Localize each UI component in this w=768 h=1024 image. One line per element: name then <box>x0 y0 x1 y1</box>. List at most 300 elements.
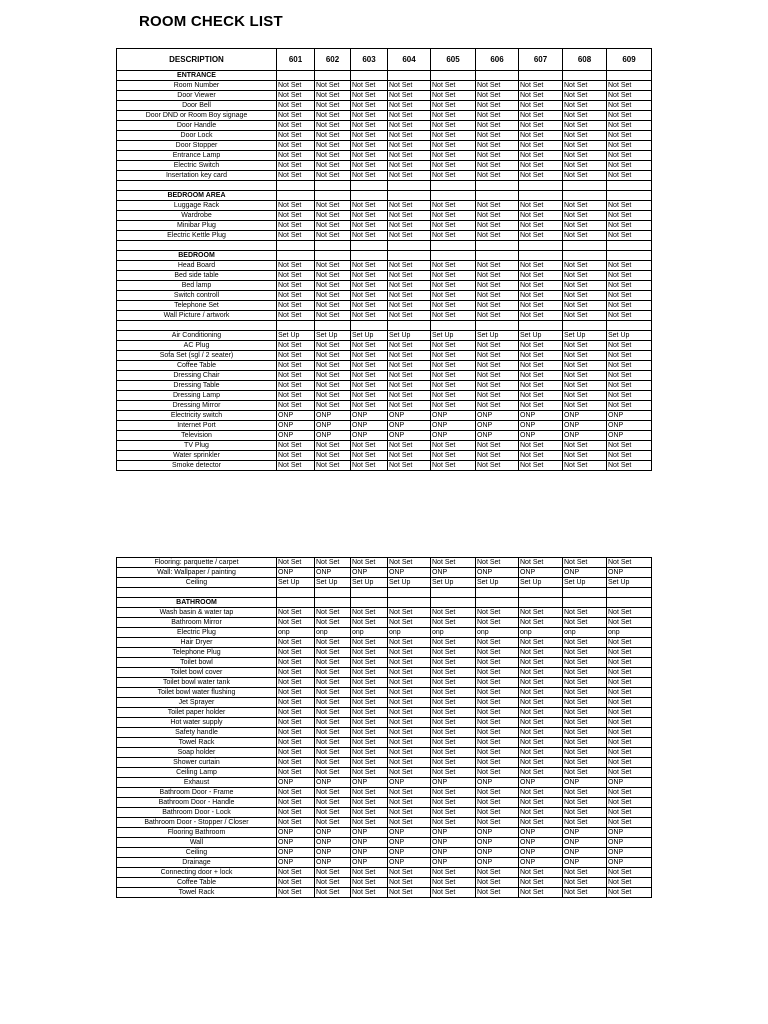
status-cell: Not Set <box>277 558 315 568</box>
table-row <box>117 738 652 748</box>
status-cell: ONP <box>563 848 607 858</box>
item-label: Toilet bowl <box>117 658 277 668</box>
status-cell: ONP <box>476 421 519 431</box>
status-cell: Not Set <box>351 738 388 748</box>
status-cell: Not Set <box>315 878 351 888</box>
status-cell: Not Set <box>519 718 563 728</box>
item-label: Dressing Mirror <box>117 401 277 411</box>
status-cell: Not Set <box>315 728 351 738</box>
table-row <box>117 588 652 598</box>
status-cell: Not Set <box>315 768 351 778</box>
status-cell: Not Set <box>563 878 607 888</box>
status-cell <box>388 71 431 81</box>
status-cell: Not Set <box>277 231 315 241</box>
status-cell: Not Set <box>351 361 388 371</box>
status-cell: ONP <box>315 778 351 788</box>
status-cell: ONP <box>277 848 315 858</box>
status-cell: Not Set <box>388 151 431 161</box>
status-cell: Not Set <box>476 888 519 898</box>
status-cell: Not Set <box>519 668 563 678</box>
status-cell: Not Set <box>388 351 431 361</box>
status-cell: Not Set <box>431 341 476 351</box>
table-row <box>117 431 652 441</box>
section-label: BATHROOM <box>117 598 277 608</box>
item-label: Bathroom Mirror <box>117 618 277 628</box>
status-cell: Not Set <box>277 748 315 758</box>
status-cell: ONP <box>563 828 607 838</box>
status-cell: ONP <box>563 858 607 868</box>
status-cell: ONP <box>315 848 351 858</box>
status-cell: Not Set <box>476 151 519 161</box>
status-cell <box>476 251 519 261</box>
status-cell: Set Up <box>519 578 563 588</box>
status-cell: Not Set <box>351 748 388 758</box>
status-cell: Not Set <box>563 151 607 161</box>
status-cell: Not Set <box>476 608 519 618</box>
status-cell: Not Set <box>431 381 476 391</box>
table-row <box>117 888 652 898</box>
status-cell: Not Set <box>519 261 563 271</box>
status-cell: Not Set <box>519 868 563 878</box>
status-cell: Not Set <box>476 451 519 461</box>
status-cell: Not Set <box>431 558 476 568</box>
status-cell: Not Set <box>431 351 476 361</box>
status-cell: ONP <box>388 828 431 838</box>
status-cell: Not Set <box>519 341 563 351</box>
status-cell <box>277 181 315 191</box>
item-label: Exhaust <box>117 778 277 788</box>
status-cell: Not Set <box>315 658 351 668</box>
status-cell: ONP <box>351 858 388 868</box>
item-label: Dressing Lamp <box>117 391 277 401</box>
status-cell <box>476 191 519 201</box>
status-cell: Not Set <box>607 798 652 808</box>
table-row <box>117 778 652 788</box>
status-cell: ONP <box>431 421 476 431</box>
status-cell: ONP <box>607 568 652 578</box>
status-cell: Not Set <box>315 678 351 688</box>
item-label: Electricity switch <box>117 411 277 421</box>
status-cell: Not Set <box>388 461 431 471</box>
status-cell: Not Set <box>476 91 519 101</box>
status-cell: Not Set <box>476 668 519 678</box>
status-cell: Not Set <box>607 808 652 818</box>
status-cell <box>431 71 476 81</box>
status-cell: Not Set <box>563 211 607 221</box>
status-cell: Not Set <box>431 708 476 718</box>
status-cell: Not Set <box>563 391 607 401</box>
item-label: Wash basin & water tap <box>117 608 277 618</box>
status-cell: ONP <box>563 411 607 421</box>
status-cell: Not Set <box>351 768 388 778</box>
status-cell: Not Set <box>563 361 607 371</box>
status-cell: Not Set <box>431 658 476 668</box>
status-cell: Not Set <box>315 668 351 678</box>
status-cell: Not Set <box>519 131 563 141</box>
section-label: BEDROOM <box>117 251 277 261</box>
table-row <box>117 451 652 461</box>
table-row <box>117 161 652 171</box>
status-cell: Not Set <box>277 351 315 361</box>
status-cell: Not Set <box>607 768 652 778</box>
status-cell: Not Set <box>563 311 607 321</box>
status-cell <box>563 251 607 261</box>
status-cell: Not Set <box>431 618 476 628</box>
status-cell: ONP <box>476 431 519 441</box>
status-cell: ONP <box>607 411 652 421</box>
item-label: Drainage <box>117 858 277 868</box>
status-cell: Set Up <box>388 578 431 588</box>
status-cell: Not Set <box>315 371 351 381</box>
status-cell: Set Up <box>607 331 652 341</box>
status-cell: Not Set <box>519 698 563 708</box>
status-cell: Not Set <box>351 301 388 311</box>
status-cell: ONP <box>277 778 315 788</box>
status-cell: Not Set <box>315 171 351 181</box>
status-cell <box>431 241 476 251</box>
status-cell: Not Set <box>563 381 607 391</box>
status-cell: ONP <box>607 421 652 431</box>
status-cell: Not Set <box>431 121 476 131</box>
status-cell: Not Set <box>431 231 476 241</box>
table-row <box>117 718 652 728</box>
status-cell: Not Set <box>607 131 652 141</box>
status-cell: Not Set <box>519 768 563 778</box>
status-cell: Not Set <box>277 341 315 351</box>
status-cell: ONP <box>563 838 607 848</box>
table-row <box>117 81 652 91</box>
status-cell: Not Set <box>519 818 563 828</box>
status-cell: Not Set <box>431 131 476 141</box>
status-cell: Not Set <box>607 371 652 381</box>
status-cell: Not Set <box>315 111 351 121</box>
status-cell: Not Set <box>277 658 315 668</box>
status-cell: Not Set <box>563 141 607 151</box>
status-cell: Set Up <box>277 331 315 341</box>
status-cell: Not Set <box>607 738 652 748</box>
item-label: Sofa Set (sgl / 2 seater) <box>117 351 277 361</box>
status-cell: Not Set <box>351 638 388 648</box>
table-row <box>117 608 652 618</box>
status-cell: Not Set <box>388 451 431 461</box>
item-label <box>117 321 277 331</box>
status-cell: Not Set <box>388 618 431 628</box>
item-label: Electric Plug <box>117 628 277 638</box>
item-label: Bathroom Door - Stopper / Closer <box>117 818 277 828</box>
status-cell: Not Set <box>431 141 476 151</box>
status-cell: Not Set <box>563 728 607 738</box>
status-cell <box>277 191 315 201</box>
item-label: Ceiling Lamp <box>117 768 277 778</box>
status-cell: Not Set <box>351 311 388 321</box>
status-cell: Not Set <box>519 361 563 371</box>
status-cell: ONP <box>519 778 563 788</box>
status-cell: onp <box>519 628 563 638</box>
status-cell: Not Set <box>351 788 388 798</box>
table-row <box>117 748 652 758</box>
table-row <box>117 91 652 101</box>
status-cell: Not Set <box>431 688 476 698</box>
item-label: TV Plug <box>117 441 277 451</box>
status-cell: ONP <box>476 838 519 848</box>
table-row <box>117 421 652 431</box>
item-label: Hair Dryer <box>117 638 277 648</box>
status-cell: Not Set <box>519 618 563 628</box>
status-cell: Not Set <box>431 461 476 471</box>
status-cell: Not Set <box>315 798 351 808</box>
table-row <box>117 798 652 808</box>
status-cell: Not Set <box>519 171 563 181</box>
status-cell: ONP <box>607 431 652 441</box>
table-row <box>117 221 652 231</box>
status-cell: ONP <box>315 828 351 838</box>
status-cell: Not Set <box>519 101 563 111</box>
item-label: Head Board <box>117 261 277 271</box>
status-cell: Not Set <box>476 131 519 141</box>
status-cell: Not Set <box>388 281 431 291</box>
item-label: Safety handle <box>117 728 277 738</box>
status-cell: Not Set <box>607 351 652 361</box>
status-cell <box>351 321 388 331</box>
status-cell: Not Set <box>277 221 315 231</box>
table-row <box>117 698 652 708</box>
status-cell <box>563 598 607 608</box>
status-cell <box>388 241 431 251</box>
status-cell: Not Set <box>519 798 563 808</box>
status-cell: ONP <box>351 838 388 848</box>
table-row <box>117 858 652 868</box>
status-cell: Not Set <box>563 768 607 778</box>
item-label: Bathroom Door - Handle <box>117 798 277 808</box>
status-cell: Not Set <box>563 718 607 728</box>
status-cell: Not Set <box>607 221 652 231</box>
status-cell: Not Set <box>563 101 607 111</box>
status-cell: Not Set <box>388 688 431 698</box>
status-cell: Not Set <box>388 301 431 311</box>
table-row <box>117 558 652 568</box>
room-header: 606 <box>476 49 519 71</box>
status-cell: Not Set <box>563 461 607 471</box>
status-cell: Not Set <box>351 808 388 818</box>
status-cell <box>315 191 351 201</box>
status-cell <box>519 251 563 261</box>
status-cell <box>431 191 476 201</box>
status-cell <box>431 321 476 331</box>
status-cell: Not Set <box>277 798 315 808</box>
status-cell: ONP <box>607 778 652 788</box>
status-cell: Set Up <box>351 331 388 341</box>
status-cell: ONP <box>476 778 519 788</box>
item-label: Bed side table <box>117 271 277 281</box>
status-cell: Not Set <box>607 461 652 471</box>
status-cell: Not Set <box>431 391 476 401</box>
status-cell: Not Set <box>315 211 351 221</box>
item-label: Entrance Lamp <box>117 151 277 161</box>
table-row <box>117 171 652 181</box>
status-cell: Not Set <box>607 658 652 668</box>
status-cell: onp <box>431 628 476 638</box>
status-cell: Not Set <box>476 798 519 808</box>
status-cell: Not Set <box>277 758 315 768</box>
status-cell: Not Set <box>563 698 607 708</box>
status-cell: Not Set <box>607 708 652 718</box>
status-cell <box>315 588 351 598</box>
status-cell: Not Set <box>519 728 563 738</box>
status-cell <box>519 598 563 608</box>
status-cell: Not Set <box>315 91 351 101</box>
status-cell: Not Set <box>431 261 476 271</box>
status-cell: Not Set <box>315 281 351 291</box>
status-cell: Not Set <box>315 708 351 718</box>
status-cell <box>476 598 519 608</box>
table-row <box>117 728 652 738</box>
item-label: Television <box>117 431 277 441</box>
table-row <box>117 441 652 451</box>
status-cell <box>476 321 519 331</box>
status-cell: Not Set <box>351 391 388 401</box>
status-cell: Not Set <box>476 361 519 371</box>
status-cell: Not Set <box>519 788 563 798</box>
status-cell: ONP <box>351 421 388 431</box>
status-cell: Not Set <box>277 291 315 301</box>
status-cell: Not Set <box>351 888 388 898</box>
table-row <box>117 688 652 698</box>
item-label: Toilet paper holder <box>117 708 277 718</box>
status-cell: Not Set <box>315 718 351 728</box>
status-cell: Not Set <box>351 161 388 171</box>
status-cell: Not Set <box>607 688 652 698</box>
status-cell: Not Set <box>563 618 607 628</box>
status-cell: Not Set <box>315 461 351 471</box>
status-cell: Not Set <box>476 728 519 738</box>
status-cell: Not Set <box>519 391 563 401</box>
status-cell: Not Set <box>351 441 388 451</box>
status-cell <box>315 71 351 81</box>
status-cell: Not Set <box>315 698 351 708</box>
status-cell: ONP <box>431 411 476 421</box>
status-cell: Not Set <box>476 818 519 828</box>
status-cell: Not Set <box>351 91 388 101</box>
status-cell: Not Set <box>315 271 351 281</box>
status-cell: Not Set <box>315 261 351 271</box>
status-cell: Not Set <box>388 361 431 371</box>
status-cell: Not Set <box>431 161 476 171</box>
item-label: Insertation key card <box>117 171 277 181</box>
status-cell: ONP <box>388 838 431 848</box>
status-cell: Not Set <box>476 868 519 878</box>
status-cell: Not Set <box>563 261 607 271</box>
status-cell: Not Set <box>351 141 388 151</box>
status-cell: Not Set <box>315 341 351 351</box>
status-cell: Not Set <box>607 698 652 708</box>
status-cell: Set Up <box>476 578 519 588</box>
status-cell: Not Set <box>315 121 351 131</box>
status-cell: Not Set <box>519 141 563 151</box>
status-cell <box>563 191 607 201</box>
table-row <box>117 461 652 471</box>
status-cell: Not Set <box>476 231 519 241</box>
status-cell <box>315 251 351 261</box>
status-cell: Not Set <box>388 888 431 898</box>
status-cell: Not Set <box>315 131 351 141</box>
status-cell <box>519 588 563 598</box>
section-label: ENTRANCE <box>117 71 277 81</box>
status-cell: Not Set <box>563 888 607 898</box>
status-cell: Not Set <box>315 618 351 628</box>
status-cell: Not Set <box>351 618 388 628</box>
status-cell: Not Set <box>519 351 563 361</box>
status-cell: Not Set <box>563 798 607 808</box>
status-cell: Not Set <box>431 101 476 111</box>
status-cell: Not Set <box>607 291 652 301</box>
status-cell: Not Set <box>431 788 476 798</box>
room-header: 605 <box>431 49 476 71</box>
status-cell: Not Set <box>431 718 476 728</box>
status-cell: Not Set <box>563 668 607 678</box>
status-cell <box>388 181 431 191</box>
status-cell: Not Set <box>315 758 351 768</box>
status-cell: ONP <box>388 778 431 788</box>
status-cell: Not Set <box>519 888 563 898</box>
status-cell: Not Set <box>351 131 388 141</box>
status-cell: Not Set <box>351 708 388 718</box>
item-label: Towel Rack <box>117 888 277 898</box>
status-cell: Not Set <box>607 668 652 678</box>
status-cell: Not Set <box>388 748 431 758</box>
status-cell: Not Set <box>351 231 388 241</box>
status-cell: Not Set <box>351 648 388 658</box>
status-cell: Not Set <box>563 658 607 668</box>
status-cell: ONP <box>519 858 563 868</box>
status-cell: Not Set <box>431 888 476 898</box>
item-label: Flooring Bathroom <box>117 828 277 838</box>
status-cell: Not Set <box>607 261 652 271</box>
status-cell <box>351 241 388 251</box>
status-cell: ONP <box>476 828 519 838</box>
status-cell: Not Set <box>277 401 315 411</box>
status-cell: Not Set <box>563 738 607 748</box>
status-cell <box>607 251 652 261</box>
status-cell: Not Set <box>563 788 607 798</box>
item-label: Coffee Table <box>117 878 277 888</box>
status-cell: Not Set <box>431 748 476 758</box>
status-cell: ONP <box>607 858 652 868</box>
status-cell: Not Set <box>388 698 431 708</box>
status-cell: Not Set <box>607 211 652 221</box>
status-cell: Not Set <box>476 81 519 91</box>
status-cell: Not Set <box>431 678 476 688</box>
status-cell: Not Set <box>351 698 388 708</box>
status-cell: Not Set <box>607 638 652 648</box>
status-cell: ONP <box>431 778 476 788</box>
status-cell: Not Set <box>277 878 315 888</box>
status-cell: Not Set <box>431 878 476 888</box>
status-cell: Not Set <box>607 878 652 888</box>
status-cell <box>388 321 431 331</box>
status-cell: onp <box>563 628 607 638</box>
status-cell: Not Set <box>563 678 607 688</box>
status-cell: Not Set <box>388 608 431 618</box>
status-cell: Not Set <box>388 391 431 401</box>
room-header: 601 <box>277 49 315 71</box>
status-cell: Not Set <box>519 808 563 818</box>
status-cell: ONP <box>476 411 519 421</box>
status-cell: Not Set <box>607 161 652 171</box>
item-label: Wall <box>117 838 277 848</box>
status-cell: Not Set <box>476 878 519 888</box>
status-cell: ONP <box>351 411 388 421</box>
table-row <box>117 628 652 638</box>
